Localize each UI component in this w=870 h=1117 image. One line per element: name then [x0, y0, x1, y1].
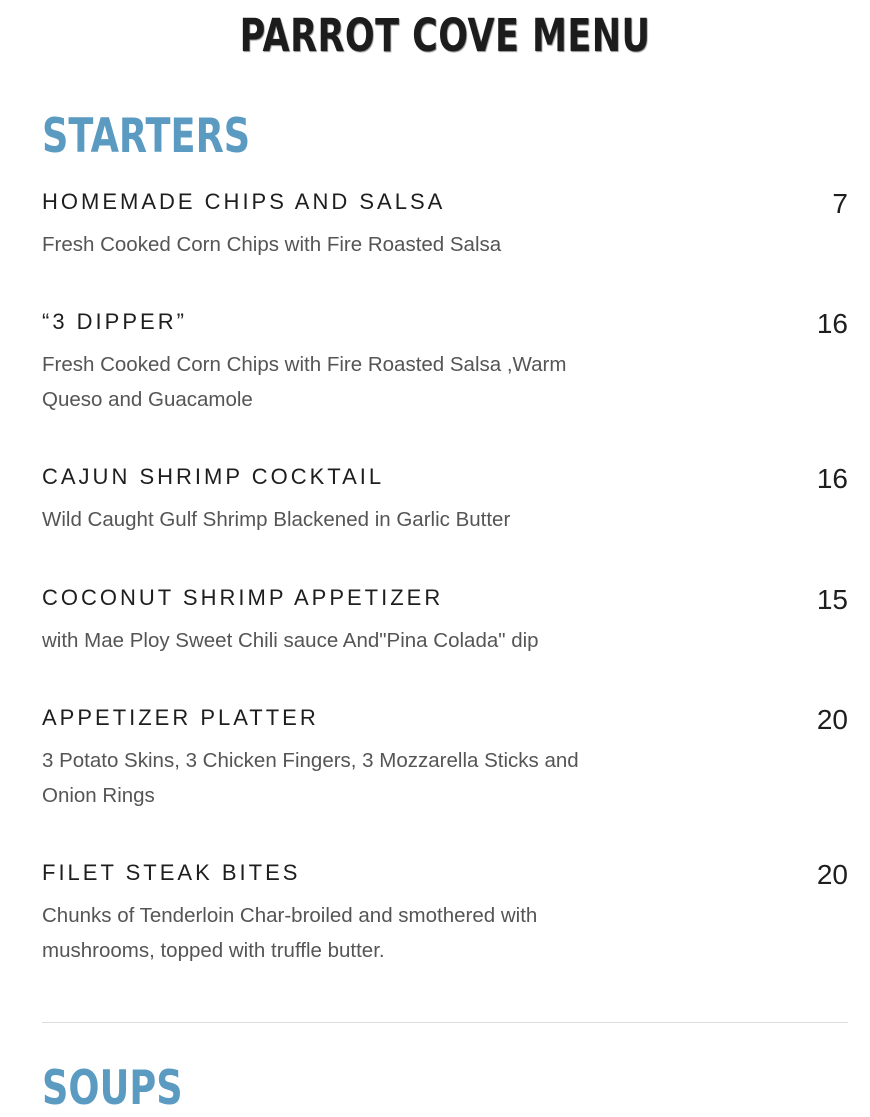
item-description: Fresh Cooked Corn Chips with Fire Roasted Salsa [42, 233, 502, 256]
item-name: “3 DIPPER” [42, 309, 187, 334]
item-price: 20 [816, 859, 848, 890]
item-price: 16 [816, 308, 848, 339]
item-description: Chunks of Tenderloin Char-broiled and smothered with mushrooms, topped with truffle butter. [42, 904, 538, 962]
item-description: with Mae Ploy Sweet Chili sauce And"Pina Colada" dip [42, 629, 539, 652]
menu-item [42, 858, 848, 968]
item-name: COCONUT SHRIMP APPETIZER [42, 585, 444, 610]
item-description: Wild Caught Gulf Shrimp Blackened in Garlic Butter [42, 508, 511, 531]
item-name: CAJUN SHRIMP COCKTAIL [42, 464, 385, 489]
menu-item [42, 703, 848, 813]
item-name: FILET STEAK BITES [42, 860, 301, 885]
item-price: 15 [816, 584, 848, 615]
item-price: 20 [816, 704, 848, 735]
menu-item [42, 307, 848, 417]
menu-item [42, 583, 848, 658]
section-heading-soups: SOUPS [42, 1061, 183, 1116]
item-name: APPETIZER PLATTER [42, 705, 319, 730]
item-description: 3 Potato Skins, 3 Chicken Fingers, 3 Mozzarella Sticks and Onion Rings [42, 749, 579, 807]
item-price: 16 [816, 463, 848, 494]
section-heading-starters: STARTERS [42, 109, 251, 164]
section-divider [42, 1022, 848, 1023]
menu-title: PARROT COVE MENU [239, 9, 651, 62]
menu-item [42, 462, 848, 537]
item-price: 7 [832, 188, 848, 219]
item-description: Fresh Cooked Corn Chips with Fire Roasted Salsa ,Warm Queso and Guacamole [42, 353, 567, 411]
menu-item [42, 187, 848, 262]
item-name: HOMEMADE CHIPS AND SALSA [42, 189, 446, 214]
